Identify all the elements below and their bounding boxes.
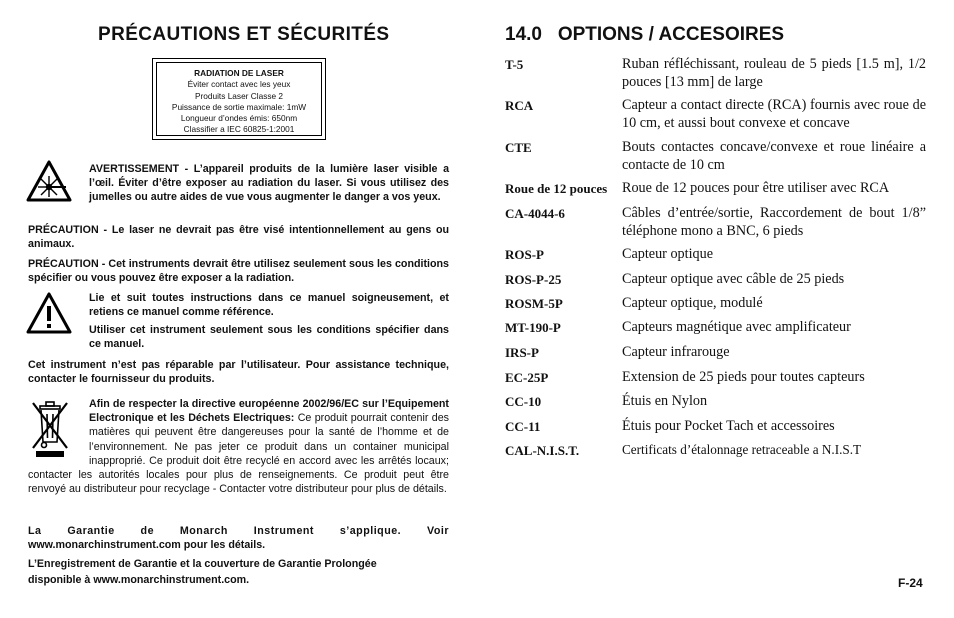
option-description: Capteurs magnétique avec amplificateur [622, 319, 851, 335]
option-description: Capteur optique, modulé [622, 295, 763, 311]
avertissement-heading: AVERTISSEMENT - [89, 163, 194, 175]
avertissement-text: L’appareil produits de la lumière laser visible a l’œil. Éviter d’être exposer au radiation du laser. Si vous utilisez des jumelles ou autre aides de vue vous augmenter le danger a vos yeux. [89, 163, 450, 204]
option-description: Certificats d’étalonnage retraceable a N.I.S.T [622, 442, 862, 457]
option-code: EC-25P [505, 370, 549, 385]
precaution-1-text: Le laser ne devrait pas être visé intentionnellement au gens ou animaux. [28, 224, 449, 251]
option-code: IRS-P [505, 345, 539, 360]
option-description: Capteur infrarouge [622, 344, 730, 360]
laser-label-line: Éviter contact avec les yeux [187, 79, 291, 90]
page-number: F-24 [898, 576, 923, 590]
weee-paragraph [28, 397, 449, 496]
option-description: Câbles d’entrée/sortie, Raccordement de bout 1/8” téléphone mono a BNC, 6 pieds [622, 205, 926, 239]
registration-paragraph [28, 557, 449, 588]
option-code: T-5 [505, 57, 524, 72]
not-repairable-paragraph: Cet instrument n’est pas réparable par l’utilisateur. Pour assistance technique, contacter le fournisseur du produits. [28, 359, 449, 386]
option-description: Capteur optique [622, 246, 714, 262]
weee-lead: Afin de respecter la directive européenne 2002/96/EC sur l’Equipement Electronique et les Déchets Electriques: [89, 398, 449, 425]
option-description: Extension de 25 pieds pour toutes capteurs [622, 369, 865, 385]
option-code: CAL-N.I.S.T. [505, 443, 580, 458]
option-description: Étuis en Nylon [622, 393, 708, 409]
option-code: CC-11 [505, 419, 541, 434]
laser-label-line: Puissance de sortie maximale: 1mW [171, 101, 307, 112]
option-description: Bouts contactes concave/convexe et roue linéaire a contacte de 10 cm [622, 139, 926, 173]
option-code: CC-10 [505, 394, 542, 409]
laser-label-line: Longueur d’ondes émis: 650nm [180, 113, 298, 124]
option-description: Ruban réfléchissant, rouleau de 5 pieds [1.5 m], 1/2 pouces [13 mm] de large [622, 56, 926, 90]
instructions-2-paragraph: Utiliser cet instrument seulement sous les conditions spécifier dans ce manuel. [89, 324, 449, 351]
precaution-1-heading: PRÉCAUTION - [28, 224, 112, 236]
instructions-1-paragraph: Lie et suit toutes instructions dans ce manuel soigneusement, et retiens ce manuel comme référence. [89, 292, 449, 319]
precaution-2-heading: PRÉCAUTION - [28, 258, 109, 270]
avertissement-paragraph [89, 162, 449, 205]
option-code: RCA [505, 98, 534, 113]
option-description: Roue de 12 pouces pour être utiliser avec RCA [622, 180, 890, 196]
weee-icon-spacer [28, 397, 89, 463]
option-description: Capteur a contact directe (RCA) fournis avec roue de 10 cm, et aussi bout convexe et concave [622, 97, 926, 131]
registration-line-1: L’Enregistrement de Garantie et la couverture de Garantie Prolongée [28, 558, 377, 570]
warranty-line-1: La Garantie de Monarch Instrument s’applique. Voir [28, 525, 449, 537]
option-description: Capteur optique avec câble de 25 pieds [622, 271, 845, 287]
option-code: CA-4044-6 [505, 206, 565, 221]
option-description: Étuis pour Pocket Tach et accessoires [622, 418, 835, 434]
warranty-paragraph [28, 524, 449, 552]
option-code: Roue de 12 pouces [505, 181, 608, 196]
precaution-2-paragraph [28, 257, 449, 285]
option-code: CTE [505, 140, 532, 155]
option-code: ROSM-5P [505, 296, 563, 311]
page-title-left: PRÉCAUTIONS ET SÉCURITÉS [98, 24, 390, 45]
option-code: ROS-P-25 [505, 272, 562, 287]
laser-label-line: Produits Laser Classe 2 [194, 90, 284, 101]
warranty-line-2: www.monarchinstrument.com pour les détails. [28, 539, 266, 552]
precaution-2-text: Cet instruments devrait être utilisez seulement sous les conditions spécifier ou vous pouvez être exposer a la radiation. [28, 258, 450, 285]
laser-label-line: Classifier a IEC 60825-1:2001 [183, 124, 295, 135]
laser-label-title: RADIATION DE LASER [194, 68, 284, 78]
laser-warning-label [152, 58, 326, 140]
page-title-right: 14.0 OPTIONS / ACCESOIRES [505, 24, 785, 45]
option-code: MT-190-P [505, 320, 561, 335]
warning-triangle-icon [26, 292, 72, 334]
option-code: ROS-P [505, 247, 544, 262]
weee-text: Ce produit pourrait contenir des matières qui peuvent être dangereuses pour la santé de l’homme et de l’environnement. Ne pas jeter ce produit dans un container municipal inapproprié. Ce produit doit être recyclé en accord avec les arrêtés locaux; contacter les autorités locales pour plus de renseignements. Ce produit peut être renvoyé au distributeur pour recyclage - Contacter votre distributeur pour plus de détails. [28, 412, 449, 496]
laser-hazard-icon [26, 160, 72, 202]
precaution-1-paragraph [28, 223, 449, 251]
registration-line-2: disponible à www.monarchinstrument.com. [28, 573, 250, 586]
